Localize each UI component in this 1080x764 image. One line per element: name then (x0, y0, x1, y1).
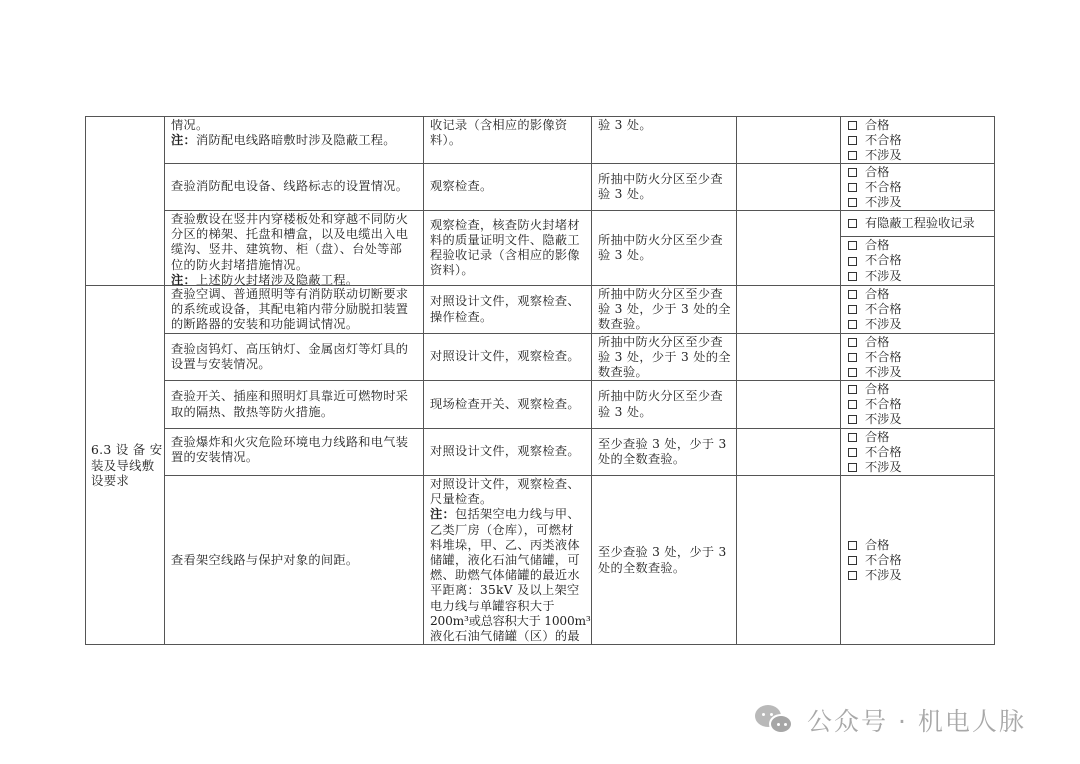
checkbox-fail[interactable] (848, 302, 989, 317)
option-label: 不涉及 (865, 268, 902, 283)
checkbox-icon[interactable] (848, 400, 857, 409)
method-text: 程验收记录（含相应的影像 (430, 248, 580, 262)
option-label: 合格 (865, 382, 890, 396)
option-label: 不合格 (865, 180, 902, 195)
checkbox-icon[interactable] (848, 290, 857, 299)
checkbox-icon[interactable] (848, 121, 857, 130)
note-text: 料堆垛，甲、乙、丙类液体 (430, 537, 580, 552)
method-text: 现场检查开关、观察检查。 (430, 396, 580, 411)
content-text: 查验空调、普通照明等有消防联动切断要求 (171, 287, 409, 301)
row-2-hidden-record (841, 211, 995, 237)
content-text: 位的防火封堵措施情况。 (171, 257, 309, 272)
checkbox-icon[interactable] (848, 433, 857, 442)
option-label: 不合格 (865, 552, 902, 567)
note-text: 包括架空电力线与甲、 (454, 507, 580, 522)
content-text: 查验卤钨灯、高压钠灯、金属卤灯等灯具的 (171, 341, 409, 356)
option-label: 有隐蔽工程验收记录 (865, 215, 975, 230)
option-label: 不涉及 (865, 568, 902, 583)
note-prefix: 注： (171, 133, 196, 148)
checkbox-na[interactable] (848, 148, 989, 163)
option-label: 合格 (865, 238, 890, 253)
row-3-result (841, 286, 995, 334)
row-2-result (841, 237, 995, 286)
row-7-content (165, 476, 424, 645)
checkbox-na[interactable] (848, 195, 989, 210)
quantity-text: 验 3 处。 (598, 248, 652, 262)
row-2-method (424, 211, 592, 286)
row-2-content (165, 211, 424, 286)
method-text: 资料）。 (430, 263, 474, 278)
checkbox-fail[interactable] (848, 253, 989, 268)
quantity-text: 数查验。 (598, 317, 648, 332)
row-4-result (841, 334, 995, 381)
section-cell-previous (86, 117, 165, 286)
row-4-record[interactable] (737, 334, 841, 381)
row-4-content (165, 334, 424, 381)
quantity-text: 验 3 处。 (598, 187, 652, 201)
row-4-quantity (592, 334, 737, 381)
row-7-record[interactable] (737, 476, 841, 645)
content-text: 分区的梯架、托盘和槽盒，以及电缆出入电 (171, 227, 409, 242)
row-0-result (841, 117, 995, 164)
quantity-text: 数查验。 (598, 365, 648, 380)
checkbox-icon[interactable] (848, 183, 857, 192)
section-label-line: 设要求 (91, 473, 130, 489)
note-text: 消防配电线路暗敷时涉及隐蔽工程。 (195, 133, 396, 148)
row-5-method (424, 381, 592, 429)
checkbox-icon[interactable] (848, 219, 857, 228)
checkbox-pass[interactable] (848, 238, 989, 253)
content-note (171, 273, 417, 286)
option-label: 合格 (865, 165, 890, 179)
content-note (171, 133, 417, 148)
checkbox-fail[interactable] (848, 553, 989, 568)
quantity-text: 所抽中防火分区至少查 (598, 232, 723, 247)
row-1-quantity (592, 164, 737, 211)
row-3-method (424, 286, 592, 334)
option-label: 合格 (865, 287, 890, 301)
checkbox-na[interactable] (848, 460, 989, 475)
quantity-text: 所抽中防火分区至少查 (598, 287, 723, 301)
option-label: 不合格 (865, 253, 902, 268)
checkbox-pass[interactable] (848, 538, 989, 553)
content-text: 设置与安装情况。 (171, 357, 271, 371)
content-text: 查验爆炸和火灾危险环境电力线路和电气装 (171, 435, 409, 449)
row-6-result (841, 429, 995, 476)
checkbox-hidden-record[interactable] (848, 216, 989, 231)
content-text: 取的隔热、散热等防火措施。 (171, 404, 334, 419)
row-7-result (841, 476, 995, 645)
checkbox-icon[interactable] (848, 463, 857, 472)
checkbox-icon[interactable] (848, 448, 857, 457)
checkbox-icon[interactable] (848, 168, 857, 177)
note-text: 储罐，液化石油气储罐，可 (430, 553, 580, 568)
section-label-line: 装及导线敷 (91, 457, 155, 473)
checkbox-pass[interactable] (848, 287, 989, 302)
option-label: 不合格 (865, 397, 902, 412)
option-label: 不涉及 (865, 460, 902, 475)
option-label: 不合格 (865, 133, 902, 148)
checkbox-fail[interactable] (848, 180, 989, 195)
checkbox-na[interactable] (848, 269, 989, 284)
option-label: 合格 (865, 118, 890, 132)
option-label: 合格 (865, 537, 890, 552)
quantity-text: 所抽中防火分区至少查 (598, 171, 723, 186)
method-text: 对照设计文件，观察检查、 (430, 294, 580, 309)
checkbox-icon[interactable] (848, 257, 857, 266)
row-1-content (165, 164, 424, 211)
row-5-result (841, 381, 995, 429)
method-text: 对照设计文件，观察检查。 (430, 349, 580, 364)
row-2-quantity (592, 211, 737, 286)
method-text: 观察检查。 (430, 179, 493, 194)
checkbox-pass[interactable] (848, 430, 989, 445)
quantity-text: 验 3 处，少于 3 处的全 (598, 302, 731, 317)
quantity-text: 处的全数查验。 (598, 452, 686, 466)
checkbox-fail[interactable] (848, 133, 989, 148)
quantity-text: 至少查验 3 处，少于 3 (598, 436, 727, 451)
quantity-text: 验 3 处。 (598, 404, 652, 419)
note-text: 平距离：35kV 及以上架空 (430, 583, 580, 598)
checkbox-icon[interactable] (848, 136, 857, 145)
option-label: 合格 (865, 430, 890, 444)
note-prefix: 注： (430, 507, 455, 522)
checkbox-icon[interactable] (848, 320, 857, 329)
checkbox-fail[interactable] (848, 397, 989, 412)
row-2-record[interactable] (737, 211, 841, 286)
row-5-content (165, 381, 424, 429)
note-text: 液化石油气储罐（区）的最 (430, 629, 580, 644)
option-label: 合格 (865, 335, 890, 349)
method-text: 对照设计文件，观察检查、 (430, 477, 580, 491)
method-text: 对照设计文件，观察检查。 (430, 444, 580, 459)
option-label: 不涉及 (865, 148, 902, 163)
checkbox-pass[interactable] (848, 165, 989, 180)
quantity-text: 所抽中防火分区至少查 (598, 335, 723, 349)
row-3-quantity (592, 286, 737, 334)
method-text: 操作检查。 (430, 309, 493, 324)
content-text: 情况。 (171, 118, 209, 132)
wechat-icon (755, 703, 797, 737)
method-text: 收记录（含相应的影像资 (430, 118, 568, 132)
checkbox-icon[interactable] (848, 338, 857, 347)
checkbox-icon[interactable] (848, 368, 857, 377)
row-7-quantity (592, 476, 737, 645)
checkbox-fail[interactable] (848, 445, 989, 460)
content-text: 查看架空线路与保护对象的间距。 (171, 552, 359, 567)
section-label-line: 6.3 设 备 安 (91, 442, 163, 458)
quantity-text: 验 3 处。 (598, 118, 652, 132)
checkbox-icon[interactable] (848, 415, 857, 424)
row-0-content (165, 117, 424, 164)
quantity-text: 处的全数查验。 (598, 560, 686, 575)
checkbox-icon[interactable] (848, 198, 857, 207)
method-note (430, 507, 585, 522)
option-label: 不涉及 (865, 195, 902, 210)
checkbox-pass[interactable] (848, 335, 989, 350)
inspection-table (85, 116, 995, 645)
watermark (755, 700, 1026, 740)
note-text: 燃、助燃气体储罐的最近水 (430, 568, 580, 583)
content-text: 的断路器的安装和功能调试情况。 (171, 317, 359, 332)
option-label: 不涉及 (865, 365, 902, 380)
checkbox-icon[interactable] (848, 353, 857, 362)
quantity-text: 至少查验 3 处，少于 3 (598, 545, 727, 560)
row-6-record[interactable] (737, 429, 841, 476)
checkbox-icon[interactable] (848, 241, 857, 250)
quantity-text: 所抽中防火分区至少查 (598, 389, 723, 404)
checkbox-pass[interactable] (848, 118, 989, 133)
content-text: 的系统或设备，其配电箱内带分励脱扣装置 (171, 302, 409, 317)
row-7-method (424, 476, 592, 645)
section-cell-6-3 (86, 286, 165, 645)
quantity-text: 验 3 处，少于 3 处的全 (598, 350, 731, 365)
checkbox-na[interactable] (848, 568, 989, 583)
method-text: 料的质量证明文件、隐蔽工 (430, 232, 580, 247)
row-6-quantity (592, 429, 737, 476)
row-1-record[interactable] (737, 164, 841, 211)
content-text: 查验开关、插座和照明灯具靠近可燃物时采 (171, 389, 409, 404)
checkbox-icon[interactable] (848, 541, 857, 550)
row-6-content (165, 429, 424, 476)
note-text: 乙类厂房（仓库），可燃材 (430, 522, 574, 537)
option-label: 不合格 (865, 350, 902, 365)
content-text: 查验敷设在竖井内穿楼板处和穿越不同防火 (171, 212, 409, 226)
row-5-record[interactable] (737, 381, 841, 429)
checkbox-icon[interactable] (848, 571, 857, 580)
row-4-method (424, 334, 592, 381)
checkbox-icon[interactable] (848, 305, 857, 314)
row-0-record[interactable] (737, 117, 841, 164)
checkbox-na[interactable] (848, 412, 989, 427)
option-label: 不合格 (865, 302, 902, 317)
content-text: 查验消防配电设备、线路标志的设置情况。 (171, 179, 409, 194)
checkbox-icon[interactable] (848, 272, 857, 281)
row-5-quantity (592, 381, 737, 429)
option-label: 不涉及 (865, 412, 902, 427)
checkbox-fail[interactable] (848, 350, 989, 365)
content-text: 置的安装情况。 (171, 450, 259, 465)
method-text: 料）。 (430, 133, 462, 148)
option-label: 不合格 (865, 445, 902, 460)
note-prefix: 注： (171, 272, 196, 286)
method-text: 尺量检查。 (430, 492, 493, 507)
row-0-quantity (592, 117, 737, 164)
method-text: 观察检查，核查防火封堵材 (430, 217, 580, 232)
checkbox-pass[interactable] (848, 382, 989, 397)
content-text: 缆沟、竖井、建筑物、柜（盘）、台处等部 (171, 242, 403, 257)
row-3-record[interactable] (737, 286, 841, 334)
checkbox-na[interactable] (848, 365, 989, 380)
checkbox-icon[interactable] (848, 151, 857, 160)
row-0-method (424, 117, 592, 164)
note-text: 200m³或总容积大于 1000m³ (430, 613, 591, 628)
row-1-method (424, 164, 592, 211)
checkbox-icon[interactable] (848, 556, 857, 565)
checkbox-icon[interactable] (848, 385, 857, 394)
option-label: 不涉及 (865, 317, 902, 332)
checkbox-na[interactable] (848, 317, 989, 332)
note-text: 电力线与单罐容积大于 (430, 598, 555, 613)
row-3-content (165, 286, 424, 334)
note-text: 上述防火封堵涉及隐蔽工程。 (195, 272, 359, 286)
watermark-text: 公众号 · 机电人脉 (807, 707, 1026, 736)
row-6-method (424, 429, 592, 476)
row-1-result (841, 164, 995, 211)
